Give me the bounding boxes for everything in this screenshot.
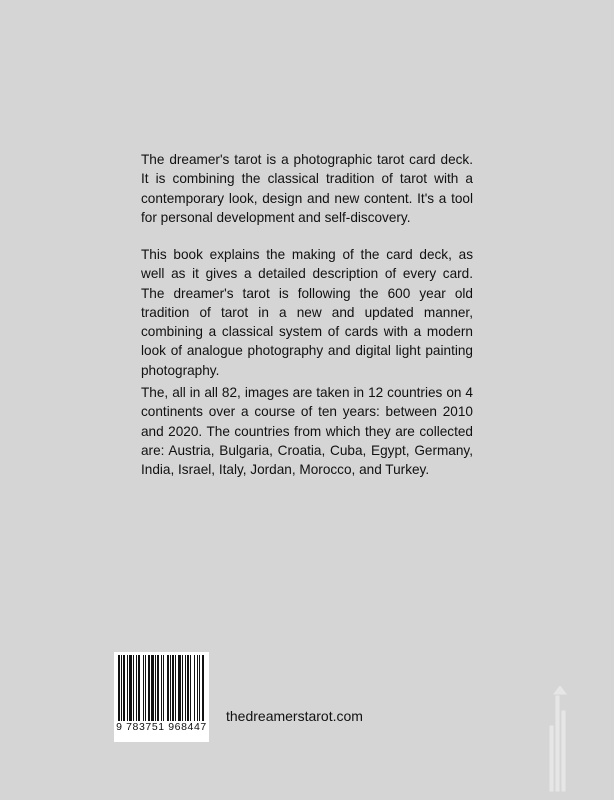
- barcode-bar: [129, 655, 132, 721]
- barcode-bar: [136, 655, 137, 721]
- barcode-bar: [170, 655, 171, 721]
- barcode-bar: [163, 655, 164, 721]
- barcode-bar: [190, 655, 191, 721]
- barcode-bars: [118, 655, 205, 721]
- barcode-bar: [178, 655, 181, 721]
- barcode-bar: [143, 655, 144, 721]
- barcode-bar: [118, 655, 120, 721]
- website-url: thedreamerstarot.com: [226, 708, 363, 724]
- barcode-bar: [145, 655, 146, 721]
- description-paragraph-3: The, all in all 82, images are taken in 12 countries on 4 continents over a course of ten years: between 2010 and 2020. The countries from which they are collected are: Austria, Bulgaria, Croatia, Cuba, Egypt, Germany, India, Israel, Italy, Jordan, Morocco, and Turkey.: [141, 385, 473, 478]
- barcode-bar: [182, 655, 183, 721]
- barcode-bar: [121, 655, 122, 721]
- barcode-bar: [199, 655, 200, 721]
- barcode-bar: [202, 655, 204, 721]
- barcode-bar: [167, 655, 169, 721]
- barcode-bar: [138, 655, 140, 721]
- isbn-barcode: [114, 652, 209, 742]
- barcode-bar: [127, 655, 128, 721]
- description-paragraph-1: The dreamer's tarot is a photographic tarot card deck. It is combining the classical tradition of tarot with a contemporary look, design and new content. It's a tool for personal development and self-discovery.: [141, 152, 473, 225]
- watermark-logo: [540, 686, 580, 796]
- barcode-bar: [161, 655, 162, 721]
- barcode-bar: [185, 655, 186, 721]
- barcode-bar: [151, 655, 154, 721]
- barcode-bar: [194, 655, 195, 721]
- description-paragraph-2: This book explains the making of the card deck, as well as it gives a detailed description of every card. The dreamer's tarot is following the 600 year old tradition of tarot in a new and updated manner, combining a classical system of cards with a modern look of analogue photography and digital light painting photography.: [141, 247, 473, 378]
- barcode-bar: [123, 655, 125, 721]
- barcode-bar: [187, 655, 189, 721]
- isbn-number: 9 783751 968447: [116, 721, 207, 733]
- barcode-bar: [148, 655, 150, 721]
- barcode-bar: [157, 655, 159, 721]
- barcode-bar: [197, 655, 198, 721]
- barcode-bar: [172, 655, 174, 721]
- barcode-bar: [133, 655, 134, 721]
- barcode-bar: [175, 655, 176, 721]
- barcode-bar: [155, 655, 156, 721]
